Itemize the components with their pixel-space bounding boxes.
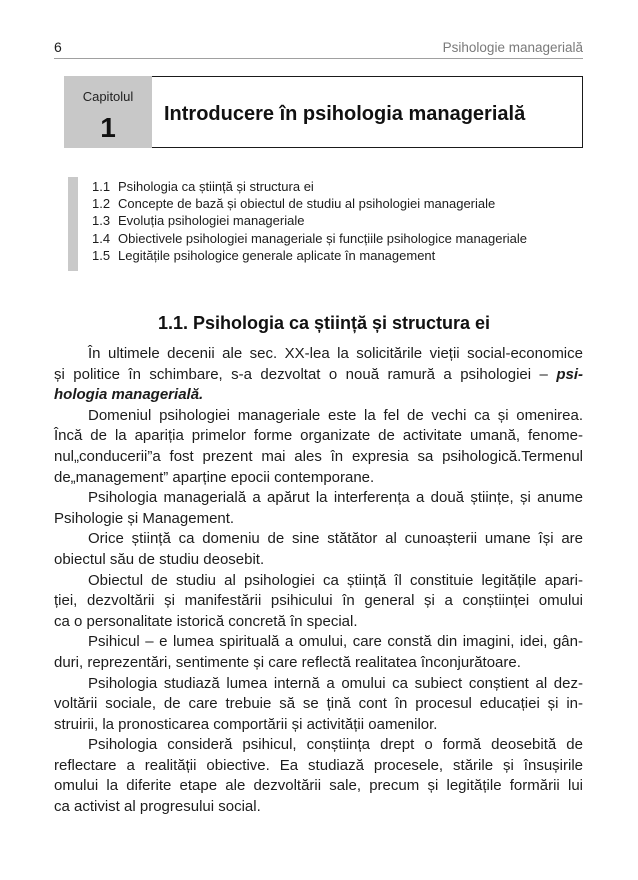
contents-item-number: 1.5 xyxy=(92,247,111,263)
emphasized-term: psi- xyxy=(556,365,583,383)
running-title: Psihologie managerială xyxy=(442,40,583,55)
contents-item xyxy=(92,230,527,247)
paragraph xyxy=(54,406,583,488)
text-run: struirii, la pronosticarea comportării și activității oamenilor. xyxy=(54,715,438,733)
chapter-label: Capitolul xyxy=(82,89,134,104)
text-line xyxy=(54,385,583,406)
text-line xyxy=(54,591,583,612)
text-line xyxy=(54,509,583,530)
text-run: duri, reprezentări, sentimente și care reflectă realitatea înconjurătoare. xyxy=(54,653,521,671)
contents-item-title: Obiectivele psihologiei manageriale și funcțiile psihologice manageriale xyxy=(118,230,528,246)
contents-item-title: Legitățile psihologice generale aplicate în management xyxy=(118,247,436,263)
paragraph xyxy=(54,344,583,406)
contents-item-title: Psihologia ca știință și structura ei xyxy=(118,179,314,194)
text-line xyxy=(54,715,583,736)
text-run: Psihologie și Management. xyxy=(54,509,235,527)
section-body xyxy=(54,344,583,818)
text-line xyxy=(54,694,583,715)
text-run: reflectare a realității obiective. Ea studiază procesele, stările și însușirile xyxy=(54,756,583,774)
text-run: Psihologia studiază lumea internă a omului ca subiect conștient al dez- xyxy=(88,674,583,692)
text-line xyxy=(54,447,583,468)
text-line xyxy=(54,776,583,797)
contents-item-number: 1.4 xyxy=(92,230,111,246)
contents-item xyxy=(92,178,527,195)
text-run: Obiectul de studiu al psihologiei ca știință îl constituie legitățile apari- xyxy=(88,571,583,589)
text-run: nul„conducerii”a fost prezent mai ales în expresia sa psihologică.Termenul xyxy=(54,447,583,465)
paragraph xyxy=(54,529,583,570)
contents-item-title: Concepte de bază și obiectul de studiu al psihologiei manageriale xyxy=(118,196,496,212)
chapter-contents xyxy=(92,178,527,264)
text-line xyxy=(54,674,583,695)
text-line xyxy=(54,488,583,509)
chapter-box xyxy=(64,76,583,148)
text-run: ției, dezvoltării și manifestării psihicului în general și a conștiinței omului xyxy=(54,592,583,610)
text-line xyxy=(54,632,583,653)
text-run: omului la diferite etape ale dezvoltării sale, precum și legitățile formării lui xyxy=(54,777,583,795)
contents-side-bar xyxy=(68,177,78,271)
text-line xyxy=(54,797,583,818)
text-line xyxy=(54,344,583,365)
text-run: În ultimele decenii ale sec. XX-lea la solicitările vieții social-economice xyxy=(88,345,583,362)
text-run: Psihicul – e lumea spirituală a omului, care constă din imagini, idei, gân- xyxy=(88,633,583,651)
text-run: Psihologia managerială a apărut la interferența a două științe, și anume xyxy=(88,489,583,507)
text-line xyxy=(54,756,583,777)
contents-item-number: 1.1 xyxy=(92,179,111,194)
text-line xyxy=(54,468,583,489)
text-line xyxy=(54,529,583,550)
paragraph xyxy=(54,571,583,633)
text-run: Încă de la apariția primelor forme organizate de activitate umană, fenome- xyxy=(54,427,583,445)
text-run: Domeniul psihologiei manageriale este la fel de vechi ca și omenirea. xyxy=(88,406,583,424)
text-line xyxy=(54,612,583,633)
contents-item xyxy=(92,212,527,229)
contents-item-title: Evoluția psihologiei manageriale xyxy=(118,213,305,229)
chapter-number: 1 xyxy=(100,112,116,143)
paragraph xyxy=(54,632,583,673)
text-run: Psihologia consideră psihicul, conștiința drept o formă deosebită de xyxy=(88,736,583,754)
header-rule xyxy=(54,58,583,59)
contents-item-number: 1.3 xyxy=(92,213,111,229)
text-run: voltării sociale, de care trebuie să se țină cont în procesul educației și in- xyxy=(54,695,583,713)
text-run: obiectul său de studiu deosebit. xyxy=(54,550,265,568)
chapter-label-cell xyxy=(64,76,152,148)
text-line xyxy=(54,735,583,756)
chapter-title-cell xyxy=(152,76,583,148)
contents-item-number: 1.2 xyxy=(92,196,111,212)
text-run: ca activist al progresului social. xyxy=(54,798,261,816)
text-run: și politice în schimbare, s-a dezvoltat o nouă ramură a psihologiei – xyxy=(54,365,557,383)
text-line xyxy=(54,653,583,674)
page-number: 6 xyxy=(54,39,62,55)
contents-item xyxy=(92,247,527,264)
paragraph xyxy=(54,674,583,736)
text-line xyxy=(54,365,583,386)
emphasized-term: hologia managerială. xyxy=(54,386,204,404)
contents-item xyxy=(92,195,527,212)
paragraph xyxy=(54,735,583,817)
text-line xyxy=(54,571,583,592)
text-line xyxy=(54,426,583,447)
text-run: ca o personalitate istorică concretă în special. xyxy=(54,612,358,630)
paragraph xyxy=(54,488,583,529)
text-line xyxy=(54,406,583,427)
text-run: Orice știință ca domeniu de sine stătător al cunoașterii umane își are xyxy=(88,530,583,548)
chapter-title: Introducere în psihologia managerială xyxy=(164,103,526,125)
section-heading: 1.1. Psihologia ca știință și structura ei xyxy=(157,313,491,333)
text-line xyxy=(54,550,583,571)
text-run: de„management” aparține epocii contemporane. xyxy=(54,468,375,486)
